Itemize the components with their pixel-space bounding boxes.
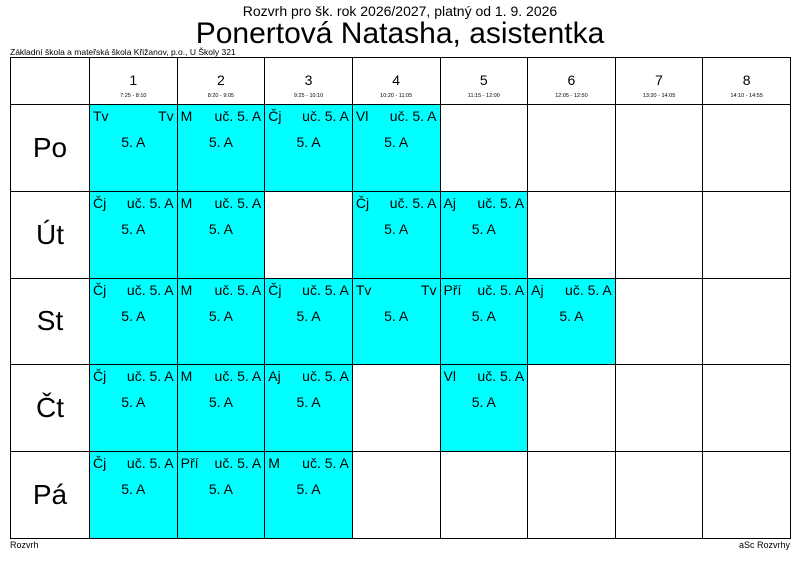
empty-cell: [615, 191, 703, 278]
period-time: 11:15 - 12:00: [467, 93, 500, 99]
period-header-7: [615, 58, 703, 105]
lesson-class: 5. A: [121, 134, 146, 150]
corner-cell: [11, 58, 90, 105]
empty-cell: [615, 452, 703, 539]
lesson-cell: [90, 278, 178, 365]
lesson-class: 5. A: [384, 307, 409, 324]
lesson-cell: [265, 105, 353, 192]
period-header-2: [177, 58, 265, 105]
lesson-subject: M: [180, 281, 193, 298]
lesson-cell: [528, 278, 616, 365]
lesson-class: 5. A: [559, 307, 584, 324]
period-time: 9:25 - 10:10: [293, 93, 324, 99]
lesson-cell: [352, 278, 440, 365]
lesson-teacher: uč. 5. A: [214, 368, 262, 385]
lesson-class: 5. A: [121, 307, 146, 324]
lesson-cell: [90, 452, 178, 539]
period-header-8: [703, 58, 791, 105]
day-row: [11, 452, 791, 539]
empty-cell: [440, 452, 528, 539]
lesson-teacher: uč. 5. A: [126, 194, 174, 211]
lesson-subject: Čj: [268, 108, 282, 124]
period-header-6: [528, 58, 616, 105]
empty-cell: [528, 452, 616, 539]
period-time: 10:20 - 11:05: [380, 93, 413, 99]
lesson-class: 5. A: [208, 481, 233, 498]
lesson-teacher: uč. 5. A: [302, 108, 349, 124]
lesson-teacher: uč. 5. A: [389, 194, 437, 211]
footer-left-label: Rozvrh: [10, 540, 39, 550]
day-row: [11, 105, 791, 192]
lesson-teacher: uč. 5. A: [214, 455, 262, 472]
period-number: 5: [479, 72, 488, 88]
lesson-teacher: uč. 5. A: [126, 455, 174, 472]
lesson-class: 5. A: [296, 307, 321, 324]
period-header-row: [11, 58, 791, 105]
lesson-cell: [440, 191, 528, 278]
lesson-subject: Pří: [443, 281, 462, 298]
period-time: 14:10 - 14:55: [730, 93, 763, 99]
lesson-class: 5. A: [296, 394, 321, 411]
period-header-3: [265, 58, 353, 105]
lesson-class: 5. A: [121, 394, 146, 411]
lesson-subject: M: [180, 194, 193, 211]
lesson-subject: Vl: [355, 108, 369, 124]
day-row: [11, 278, 791, 365]
lesson-cell: [177, 452, 265, 539]
lesson-class: 5. A: [208, 394, 233, 411]
period-number: 7: [655, 72, 663, 88]
schedule-subtitle: Rozvrh pro šk. rok 2026/2027, platný od 1. 9. 2026: [242, 3, 558, 19]
empty-cell: [528, 105, 616, 192]
empty-cell: [703, 105, 791, 192]
lesson-cell: [177, 191, 265, 278]
period-number: 8: [742, 72, 751, 88]
day-name: Čt: [11, 365, 90, 452]
lesson-class: 5. A: [121, 220, 146, 237]
lesson-subject: M: [180, 108, 193, 124]
lesson-teacher: uč. 5. A: [477, 281, 525, 298]
period-time: 8:20 - 9:05: [207, 93, 235, 99]
lesson-subject: Aj: [443, 194, 456, 211]
lesson-class: 5. A: [471, 307, 496, 324]
empty-cell: [352, 365, 440, 452]
lesson-teacher: uč. 5. A: [302, 281, 349, 298]
lesson-teacher: uč. 5. A: [302, 368, 349, 385]
lesson-subject: Čj: [93, 281, 107, 298]
lesson-teacher: uč. 5. A: [214, 108, 262, 124]
period-time: 7:25 - 8:10: [120, 93, 147, 99]
period-time: 12:05 - 12:50: [555, 93, 588, 99]
lesson-class: 5. A: [471, 220, 496, 237]
lesson-cell: [177, 105, 265, 192]
empty-cell: [265, 191, 353, 278]
day-name: Pá: [11, 452, 90, 539]
page-title: Ponertová Natasha, asistentka: [195, 17, 605, 50]
lesson-subject: M: [268, 455, 280, 472]
empty-cell: [703, 452, 791, 539]
lesson-teacher: uč. 5. A: [477, 368, 525, 385]
lesson-subject: M: [180, 368, 193, 385]
period-header-1: [90, 58, 178, 105]
lesson-subject: Aj: [531, 281, 544, 298]
lesson-class: 5. A: [208, 220, 233, 237]
lesson-subject: Čj: [355, 194, 370, 211]
empty-cell: [615, 105, 703, 192]
lesson-subject: Tv: [355, 281, 372, 298]
lesson-teacher: uč. 5. A: [126, 368, 174, 385]
empty-cell: [703, 365, 791, 452]
lesson-subject: Pří: [180, 455, 199, 472]
lesson-class: 5. A: [208, 134, 233, 150]
lesson-cell: [352, 191, 440, 278]
lesson-class: 5. A: [296, 481, 321, 498]
day-name: Po: [11, 105, 90, 192]
lesson-cell: [265, 452, 353, 539]
lesson-teacher: uč. 5. A: [126, 281, 174, 298]
period-number: 1: [129, 72, 138, 88]
day-name: St: [11, 278, 90, 365]
period-number: 6: [567, 72, 576, 88]
lesson-teacher: uč. 5. A: [214, 281, 262, 298]
empty-cell: [703, 278, 791, 365]
lesson-cell: [265, 278, 353, 365]
lesson-class: 5. A: [208, 307, 233, 324]
lesson-cell: [90, 191, 178, 278]
lesson-subject: Tv: [93, 108, 109, 124]
empty-cell: [615, 365, 703, 452]
lesson-class: 5. A: [121, 481, 146, 498]
lesson-subject: Čj: [93, 455, 107, 472]
lesson-subject: Čj: [268, 281, 282, 298]
lesson-teacher: uč. 5. A: [302, 455, 349, 472]
lesson-subject: Aj: [268, 368, 281, 385]
lesson-subject: Vl: [443, 368, 456, 385]
school-name: Základní škola a mateřská škola Křižanov, p.o., U Školy 321: [10, 47, 236, 57]
lesson-teacher: uč. 5. A: [389, 108, 437, 124]
lesson-subject: Čj: [93, 368, 107, 385]
lesson-teacher: uč. 5. A: [477, 194, 525, 211]
period-header-5: [440, 58, 528, 105]
lesson-cell: [265, 365, 353, 452]
lesson-class: 5. A: [384, 220, 409, 237]
empty-cell: [615, 278, 703, 365]
lesson-teacher: Tv: [158, 108, 174, 124]
empty-cell: [440, 105, 528, 192]
lesson-cell: [440, 365, 528, 452]
lesson-cell: [177, 365, 265, 452]
day-name: Út: [11, 191, 90, 278]
lesson-teacher: uč. 5. A: [214, 194, 262, 211]
day-row: [11, 365, 791, 452]
lesson-teacher: uč. 5. A: [565, 281, 612, 298]
period-number: 2: [217, 72, 225, 88]
lesson-class: 5. A: [296, 134, 321, 150]
lesson-cell: [177, 278, 265, 365]
empty-cell: [703, 191, 791, 278]
day-row: [11, 191, 791, 278]
timetable-grid: [10, 57, 791, 539]
lesson-subject: Čj: [93, 194, 107, 211]
lesson-cell: [90, 365, 178, 452]
lesson-cell: [90, 105, 178, 192]
period-header-4: [352, 58, 440, 105]
lesson-class: 5. A: [384, 134, 409, 150]
empty-cell: [528, 191, 616, 278]
lesson-cell: [440, 278, 528, 365]
lesson-cell: [352, 105, 440, 192]
empty-cell: [528, 365, 616, 452]
period-number: 3: [304, 72, 313, 88]
empty-cell: [352, 452, 440, 539]
lesson-class: 5. A: [471, 394, 496, 411]
period-number: 4: [392, 72, 401, 88]
period-time: 13:20 - 14:05: [642, 93, 676, 99]
footer-right-label: aSc Rozvrhy: [738, 540, 790, 550]
lesson-teacher: Tv: [420, 281, 437, 298]
